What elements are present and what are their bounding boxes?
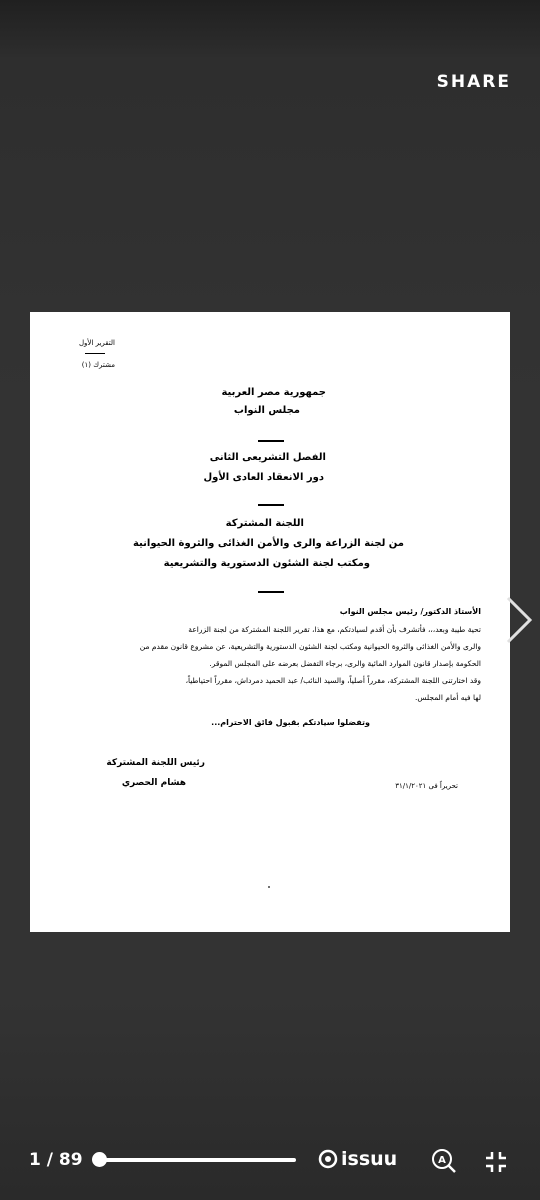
header-parliament: مجلس النواب: [233, 405, 300, 416]
legislative-term: الفصل التشريعى الثانى: [209, 452, 326, 463]
committee-line-2: ومكتب لجنة الشئون الدستورية والتشريعية: [163, 558, 370, 569]
session-term: دور الانعقاد العادى الأول: [203, 472, 324, 483]
share-button[interactable]: SHARE: [436, 72, 511, 92]
divider: [258, 504, 284, 506]
date: تحريراً فى ٣١/١/٢٠٢١: [395, 782, 458, 790]
svg-text:A: A: [438, 1155, 446, 1166]
page-slider-track[interactable]: [96, 1158, 296, 1162]
zoom-button[interactable]: [430, 1147, 458, 1175]
divider: [258, 440, 284, 442]
committee-title: اللجنة المشتركة: [225, 518, 304, 529]
expand-icon: [482, 1149, 510, 1175]
paragraph-line: والرى والأمن الغذائى والثروة الحيوانية ومكتب لجنة الشئون الدستورية والتشريعية، عن مشروع قانون مقدم من: [139, 642, 481, 651]
closing: وتفضلوا سيادتكم بقبول فائق الاحترام...: [211, 718, 370, 727]
report-joint-number: مشترك (١): [81, 361, 115, 369]
page-mark: [268, 886, 270, 888]
document-page: [30, 312, 510, 932]
header-republic: جمهورية مصر العربية: [221, 387, 326, 398]
paragraph-line: الحكومة بإصدار قانون الموارد المائية والرى، برجاء التفضل بعرضه على المجلس الموقر.: [209, 659, 481, 668]
signature-name: هشام الحصري: [121, 778, 186, 788]
issuu-logo-text: issuu: [341, 1148, 398, 1170]
fullscreen-button[interactable]: [482, 1149, 510, 1175]
issuu-logo-icon: [318, 1149, 338, 1169]
salutation: الأستاذ الدكتور/ رئيس مجلس النواب: [339, 607, 481, 616]
paragraph-line: تحية طيبة وبعد،،، فأتشرف بأن أقدم لسيادتكم، مع هذا، تقرير اللجنة المشتركة من لجنة الزراعة: [188, 625, 481, 634]
page-slider-handle[interactable]: [92, 1152, 107, 1167]
page-indicator: 1 / 89: [29, 1150, 83, 1170]
report-number: التقرير الأول: [78, 339, 115, 347]
viewer-toolbar: [0, 1140, 540, 1180]
zoom-icon: [430, 1147, 458, 1175]
divider: [258, 591, 284, 593]
paragraph-line: لها فيه أمام المجلس.: [414, 693, 481, 702]
committee-line-1: من لجنة الزراعة والرى والأمن الغذائى والثروة الحيوانية: [132, 538, 404, 549]
paragraph-line: وقد اختارتنى اللجنة المشتركة، مقرراً أصلياً، والسيد النائب/ عبد الحميد دمرداش، مقرراً احتياطياً،: [185, 676, 481, 685]
signature-title: رئيس اللجنة المشتركة: [106, 758, 205, 768]
issuu-logo[interactable]: [318, 1148, 397, 1170]
next-page-button[interactable]: [502, 594, 536, 646]
divider: [85, 353, 105, 354]
chevron-right-icon: [502, 594, 536, 646]
